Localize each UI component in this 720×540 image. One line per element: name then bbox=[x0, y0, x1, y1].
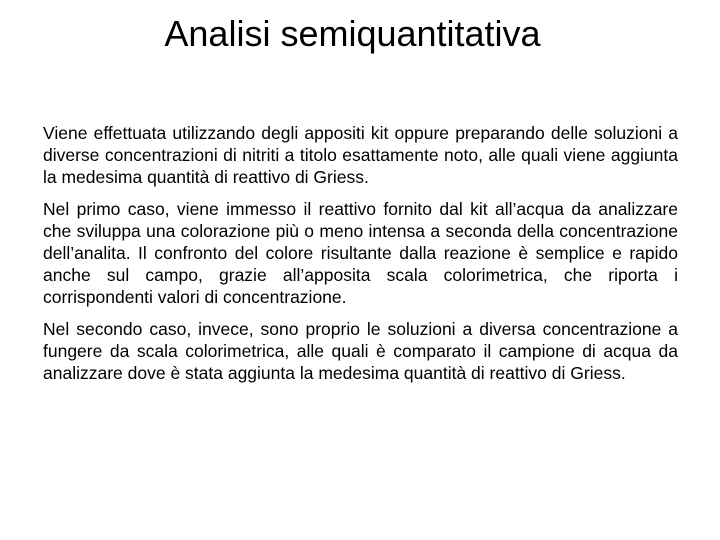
body-paragraph: Nel secondo caso, invece, sono proprio le soluzioni a diversa concentrazione a fungere da scala colorimetrica, alle quali è comparato il campione di acqua da analizzare dove è stata aggiunta la medesima quantità di reattivo di Griess. bbox=[43, 318, 678, 384]
body-paragraph: Viene effettuata utilizzando degli appositi kit oppure preparando delle soluzioni a diverse concentrazioni di nitriti a titolo esattamente noto, alle quali viene aggiunta la medesima quantità di reattivo di Griess. bbox=[43, 123, 678, 188]
body-paragraph: Nel primo caso, viene immesso il reattivo fornito dal kit all’acqua da analizzare che sviluppa una colorazione più o meno intensa a seconda della concentrazione dell’analita. Il confronto del colore risultante dalla reazione è semplice e rapido anche sul campo, grazie all’apposita scala colorimetrica, che riporta i corrispondenti valori di concentrazione. bbox=[43, 198, 678, 308]
slide-body bbox=[43, 122, 678, 393]
slide-title: Analisi semiquantitativa bbox=[164, 13, 541, 54]
